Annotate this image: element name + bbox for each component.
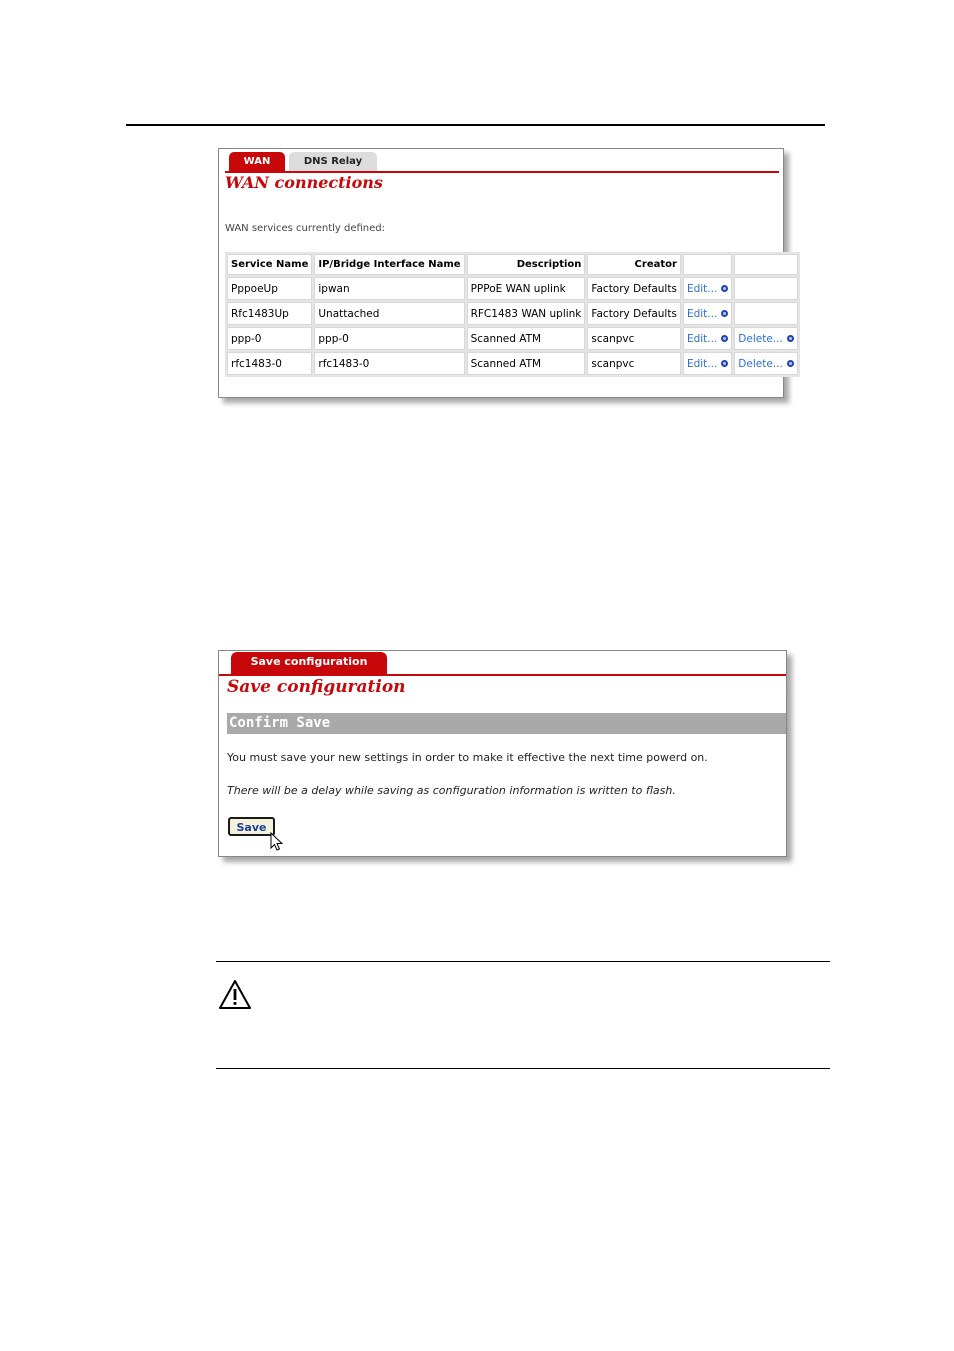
- cell-description: PPPoE WAN uplink: [467, 277, 586, 300]
- table-row: [227, 352, 798, 375]
- delete-link[interactable]: Delete...: [738, 357, 783, 370]
- cell-delete: [734, 352, 798, 375]
- cell-interface-name: ipwan: [314, 277, 464, 300]
- delay-note: There will be a delay while saving as configuration information is written to flash.: [227, 784, 676, 797]
- cell-interface-name: ppp-0: [314, 327, 464, 350]
- cell-service-name: Rfc1483Up: [227, 302, 312, 325]
- info-dot-icon[interactable]: [721, 335, 728, 342]
- cell-service-name: rfc1483-0: [227, 352, 312, 375]
- save-configuration-panel: [218, 650, 787, 857]
- tab-underline: [219, 674, 786, 676]
- column-header-edit: [683, 254, 732, 275]
- column-header-interface-name: IP/Bridge Interface Name: [314, 254, 464, 275]
- cell-edit: [683, 302, 732, 325]
- cell-delete: [734, 327, 798, 350]
- info-dot-icon[interactable]: [721, 360, 728, 367]
- caution-bottom-rule: [216, 1068, 830, 1069]
- header-rule: [126, 124, 825, 126]
- info-dot-icon[interactable]: [721, 285, 728, 292]
- section-header: Confirm Save: [227, 713, 786, 734]
- table-row: [227, 327, 798, 350]
- info-dot-icon[interactable]: [787, 360, 794, 367]
- cell-interface-name: Unattached: [314, 302, 464, 325]
- cell-service-name: PppoeUp: [227, 277, 312, 300]
- edit-link[interactable]: Edit...: [686, 357, 718, 370]
- caution-top-rule: [216, 961, 830, 962]
- page-title: Save configuration: [227, 677, 406, 697]
- tab-wan[interactable]: WAN: [229, 152, 285, 171]
- cell-description: Scanned ATM: [467, 352, 586, 375]
- table-row: [227, 302, 798, 325]
- wan-connections-panel: [218, 148, 784, 398]
- page-title: WAN connections: [225, 173, 383, 192]
- warning-triangle-icon: [218, 979, 252, 1010]
- table-header-row: [227, 254, 798, 275]
- edit-link[interactable]: Edit...: [686, 282, 718, 295]
- tab-save-configuration[interactable]: Save configuration: [231, 652, 387, 674]
- column-header-creator: Creator: [587, 254, 681, 275]
- cell-creator: Factory Defaults: [587, 277, 681, 300]
- tab-dns-relay[interactable]: DNS Relay: [289, 152, 377, 171]
- cell-service-name: ppp-0: [227, 327, 312, 350]
- instruction-text: You must save your new settings in order to make it effective the next time powerd on.: [227, 751, 708, 764]
- table-row: [227, 277, 798, 300]
- cell-creator: Factory Defaults: [587, 302, 681, 325]
- cell-edit: [683, 352, 732, 375]
- cell-delete: [734, 277, 798, 300]
- delete-link[interactable]: Delete...: [738, 332, 783, 345]
- cell-interface-name: rfc1483-0: [314, 352, 464, 375]
- cell-description: Scanned ATM: [467, 327, 586, 350]
- info-dot-icon[interactable]: [787, 335, 794, 342]
- intro-text: WAN services currently defined:: [225, 223, 386, 234]
- cell-delete: [734, 302, 798, 325]
- edit-link[interactable]: Edit...: [686, 332, 718, 345]
- edit-link[interactable]: Edit...: [686, 307, 718, 320]
- save-button[interactable]: Save: [228, 817, 275, 836]
- cell-creator: scanpvc: [587, 327, 681, 350]
- cell-edit: [683, 327, 732, 350]
- column-header-service-name: Service Name: [227, 254, 312, 275]
- cell-creator: scanpvc: [587, 352, 681, 375]
- column-header-delete: [734, 254, 798, 275]
- info-dot-icon[interactable]: [721, 310, 728, 317]
- cell-description: RFC1483 WAN uplink: [467, 302, 586, 325]
- mouse-cursor-icon: [270, 832, 284, 852]
- wan-services-table: [225, 252, 800, 377]
- column-header-description: Description: [467, 254, 586, 275]
- cell-edit: [683, 277, 732, 300]
